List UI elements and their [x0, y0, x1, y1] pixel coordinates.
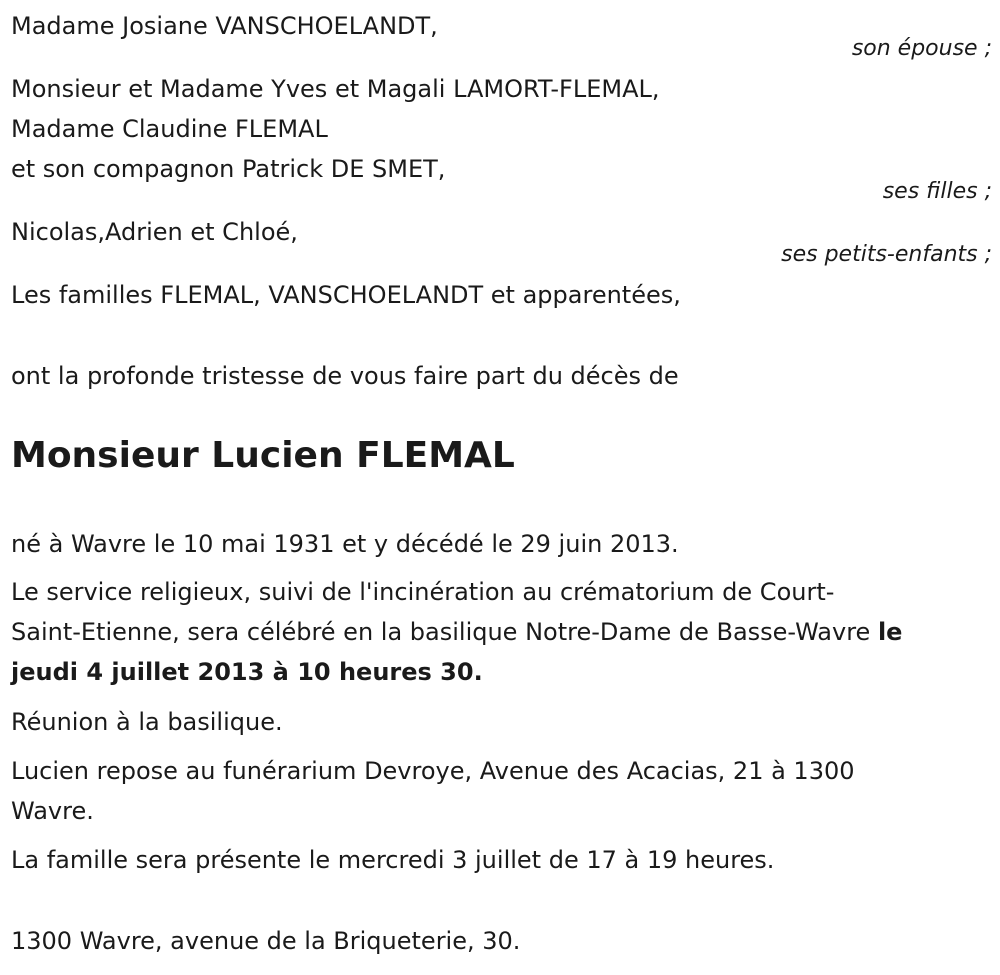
rest-line-1: Lucien repose au funérarium Devroye, Avenue des Acacias, 21 à 1300	[11, 757, 855, 785]
service-date: jeudi 4 juillet 2013 à 10 heures 30.	[11, 658, 483, 686]
spouse-name: Madame Josiane VANSCHOELANDT,	[11, 12, 438, 40]
service-line-1: Le service religieux, suivi de l'incinération au crématorium de Court-	[11, 578, 835, 606]
spouse-role: son épouse ;	[851, 36, 992, 61]
birth-death-line: né à Wavre le 10 mai 1931 et y décédé le 29 juin 2013.	[11, 530, 679, 558]
rest-line-2: Wavre.	[11, 797, 94, 825]
daughters-role: ses filles ;	[882, 179, 992, 204]
grandchildren-names: Nicolas,Adrien et Chloé,	[11, 218, 298, 246]
service-line-2-text: Saint-Etienne, sera célébré en la basilique Notre-Dame de Basse-Wavre	[11, 618, 878, 646]
announcement-text: ont la profonde tristesse de vous faire part du décès de	[11, 362, 679, 390]
daughter-line-2: Madame Claudine FLEMAL	[11, 115, 328, 143]
service-date-start: le	[877, 618, 903, 646]
daughter-line-3: et son compagnon Patrick DE SMET,	[11, 155, 446, 183]
deceased-name: Monsieur Lucien FLEMAL	[11, 435, 515, 476]
daughter-line-1: Monsieur et Madame Yves et Magali LAMORT-FLEMAL,	[11, 75, 660, 103]
reunion-line: Réunion à la basilique.	[11, 708, 283, 736]
grandchildren-role: ses petits-enfants ;	[781, 242, 992, 267]
family-address: 1300 Wavre, avenue de la Briqueterie, 30.	[11, 927, 521, 955]
service-line-2	[11, 612, 902, 652]
visiting-hours: La famille sera présente le mercredi 3 juillet de 17 à 19 heures.	[11, 846, 775, 874]
families-line: Les familles FLEMAL, VANSCHOELANDT et apparentées,	[11, 281, 681, 309]
